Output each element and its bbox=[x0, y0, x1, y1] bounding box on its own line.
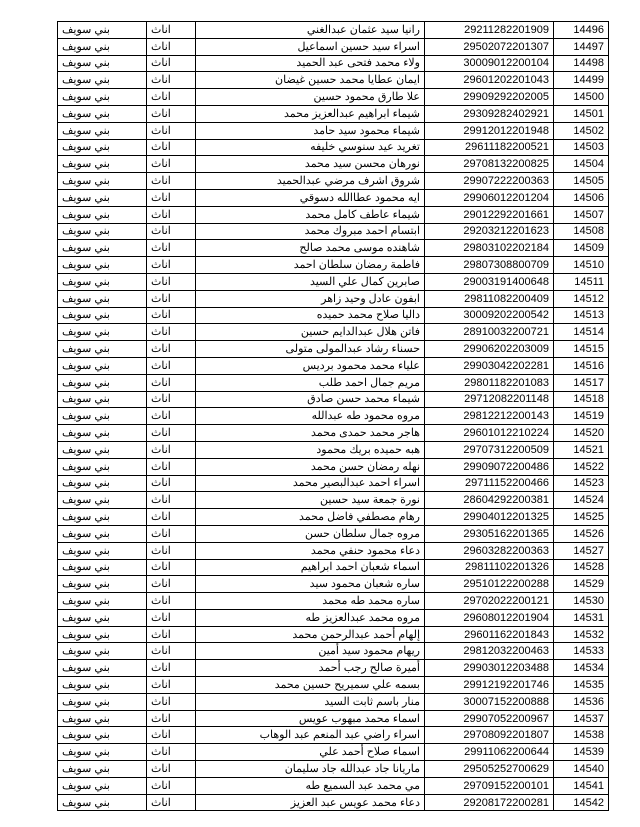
governorate-cell: بني سويف bbox=[58, 626, 147, 643]
table-row bbox=[58, 139, 609, 156]
national-id-cell: 29608012201904 bbox=[425, 609, 554, 626]
gender-cell: اناث bbox=[147, 626, 196, 643]
governorate-cell: بني سويف bbox=[58, 542, 147, 559]
gender-cell: اناث bbox=[147, 122, 196, 139]
gender-cell: اناث bbox=[147, 458, 196, 475]
table-row bbox=[58, 761, 609, 778]
national-id-cell: 29712082201148 bbox=[425, 391, 554, 408]
full-name-cell: شيماء محمد حسن صادق bbox=[196, 391, 425, 408]
table-row bbox=[58, 777, 609, 794]
gender-cell: اناث bbox=[147, 156, 196, 173]
full-name-cell: دعاء محمد عويس عبد العزيز bbox=[196, 794, 425, 811]
national-id-cell: 29909292202005 bbox=[425, 89, 554, 106]
gender-cell: اناث bbox=[147, 777, 196, 794]
full-name-cell: شيماء محمود سيد حامد bbox=[196, 122, 425, 139]
full-name-cell: دعاء محمود حنفي محمد bbox=[196, 542, 425, 559]
gender-cell: اناث bbox=[147, 710, 196, 727]
table-row bbox=[58, 475, 609, 492]
governorate-cell: بني سويف bbox=[58, 139, 147, 156]
national-id-cell: 29801182201083 bbox=[425, 374, 554, 391]
gender-cell: اناث bbox=[147, 206, 196, 223]
serial-number-cell: 14508 bbox=[554, 223, 609, 240]
serial-number-cell: 14501 bbox=[554, 105, 609, 122]
full-name-cell: فاطمة رمضان سلطان احمد bbox=[196, 257, 425, 274]
table-row bbox=[58, 693, 609, 710]
national-id-cell: 29603282200363 bbox=[425, 542, 554, 559]
governorate-cell: بني سويف bbox=[58, 391, 147, 408]
national-id-cell: 29711152200466 bbox=[425, 475, 554, 492]
gender-cell: اناث bbox=[147, 408, 196, 425]
full-name-cell: اسماء محمد مبهوب عويس bbox=[196, 710, 425, 727]
governorate-cell: بني سويف bbox=[58, 38, 147, 55]
governorate-cell: بني سويف bbox=[58, 290, 147, 307]
national-id-cell: 29911062200644 bbox=[425, 744, 554, 761]
gender-cell: اناث bbox=[147, 307, 196, 324]
governorate-cell: بني سويف bbox=[58, 660, 147, 677]
governorate-cell: بني سويف bbox=[58, 441, 147, 458]
table-row bbox=[58, 257, 609, 274]
serial-number-cell: 14534 bbox=[554, 660, 609, 677]
full-name-cell: ساره شعبان محمود سيد bbox=[196, 576, 425, 593]
serial-number-cell: 14524 bbox=[554, 492, 609, 509]
national-id-cell: 29601012210224 bbox=[425, 425, 554, 442]
national-id-cell: 29903012203488 bbox=[425, 660, 554, 677]
national-id-cell: 29208172200281 bbox=[425, 794, 554, 811]
table-row bbox=[58, 55, 609, 72]
national-id-cell: 28604292200381 bbox=[425, 492, 554, 509]
serial-number-cell: 14528 bbox=[554, 559, 609, 576]
national-id-cell: 29305162201365 bbox=[425, 525, 554, 542]
national-id-cell: 29601162201843 bbox=[425, 626, 554, 643]
serial-number-cell: 14523 bbox=[554, 475, 609, 492]
national-id-cell: 29510122200288 bbox=[425, 576, 554, 593]
serial-number-cell: 14538 bbox=[554, 727, 609, 744]
governorate-cell: بني سويف bbox=[58, 374, 147, 391]
national-id-cell: 29708132200825 bbox=[425, 156, 554, 173]
governorate-cell: بني سويف bbox=[58, 609, 147, 626]
gender-cell: اناث bbox=[147, 173, 196, 190]
governorate-cell: بني سويف bbox=[58, 408, 147, 425]
full-name-cell: هاجر محمد حمدى محمد bbox=[196, 425, 425, 442]
serial-number-cell: 14537 bbox=[554, 710, 609, 727]
national-id-cell: 29904012201325 bbox=[425, 509, 554, 526]
table-row bbox=[58, 22, 609, 39]
governorate-cell: بني سويف bbox=[58, 593, 147, 610]
full-name-cell: اسراء سيد حسين اسماعيل bbox=[196, 38, 425, 55]
serial-number-cell: 14510 bbox=[554, 257, 609, 274]
governorate-cell: بني سويف bbox=[58, 89, 147, 106]
governorate-cell: بني سويف bbox=[58, 492, 147, 509]
full-name-cell: شيماء ابراهيم عبدالعزيز محمد bbox=[196, 105, 425, 122]
full-name-cell: اسماء صلاح أحمد علي bbox=[196, 744, 425, 761]
table-row bbox=[58, 559, 609, 576]
gender-cell: اناث bbox=[147, 525, 196, 542]
governorate-cell: بني سويف bbox=[58, 173, 147, 190]
table-row bbox=[58, 677, 609, 694]
full-name-cell: ابتسام احمد مبروك محمد bbox=[196, 223, 425, 240]
gender-cell: اناث bbox=[147, 794, 196, 811]
serial-number-cell: 14522 bbox=[554, 458, 609, 475]
full-name-cell: اسراء احمد عبدالبصير محمد bbox=[196, 475, 425, 492]
full-name-cell: رانيا سيد عثمان عبدالغني bbox=[196, 22, 425, 39]
national-id-cell: 29909072200486 bbox=[425, 458, 554, 475]
gender-cell: اناث bbox=[147, 559, 196, 576]
gender-cell: اناث bbox=[147, 643, 196, 660]
serial-number-cell: 14500 bbox=[554, 89, 609, 106]
full-name-cell: ايه محمود عطاالله دسوقي bbox=[196, 189, 425, 206]
full-name-cell: اسراء راضي عبد المنعم عبد الوهاب bbox=[196, 727, 425, 744]
records-table-body bbox=[58, 22, 609, 811]
table-row bbox=[58, 357, 609, 374]
gender-cell: اناث bbox=[147, 341, 196, 358]
serial-number-cell: 14509 bbox=[554, 240, 609, 257]
serial-number-cell: 14512 bbox=[554, 290, 609, 307]
gender-cell: اناث bbox=[147, 374, 196, 391]
governorate-cell: بني سويف bbox=[58, 273, 147, 290]
table-row bbox=[58, 458, 609, 475]
governorate-cell: بني سويف bbox=[58, 223, 147, 240]
gender-cell: اناث bbox=[147, 55, 196, 72]
serial-number-cell: 14498 bbox=[554, 55, 609, 72]
full-name-cell: رهام مصطفي فاضل محمد bbox=[196, 509, 425, 526]
national-id-cell: 29012292201661 bbox=[425, 206, 554, 223]
governorate-cell: بني سويف bbox=[58, 677, 147, 694]
serial-number-cell: 14506 bbox=[554, 189, 609, 206]
gender-cell: اناث bbox=[147, 425, 196, 442]
full-name-cell: نورة جمعة سيد حسين bbox=[196, 492, 425, 509]
serial-number-cell: 14505 bbox=[554, 173, 609, 190]
governorate-cell: بني سويف bbox=[58, 727, 147, 744]
full-name-cell: داليا صلاح محمد حميده bbox=[196, 307, 425, 324]
table-row bbox=[58, 408, 609, 425]
governorate-cell: بني سويف bbox=[58, 357, 147, 374]
governorate-cell: بني سويف bbox=[58, 206, 147, 223]
full-name-cell: ريهام محمود سيد أمين bbox=[196, 643, 425, 660]
table-row bbox=[58, 492, 609, 509]
table-row bbox=[58, 425, 609, 442]
table-row bbox=[58, 626, 609, 643]
national-id-cell: 29309282402921 bbox=[425, 105, 554, 122]
gender-cell: اناث bbox=[147, 105, 196, 122]
governorate-cell: بني سويف bbox=[58, 72, 147, 89]
serial-number-cell: 14533 bbox=[554, 643, 609, 660]
serial-number-cell: 14521 bbox=[554, 441, 609, 458]
gender-cell: اناث bbox=[147, 609, 196, 626]
table-row bbox=[58, 105, 609, 122]
gender-cell: اناث bbox=[147, 189, 196, 206]
full-name-cell: مروه جمال سلطان حسن bbox=[196, 525, 425, 542]
full-name-cell: ساره محمد طه محمد bbox=[196, 593, 425, 610]
governorate-cell: بني سويف bbox=[58, 324, 147, 341]
table-row bbox=[58, 576, 609, 593]
national-id-cell: 29906012201204 bbox=[425, 189, 554, 206]
table-row bbox=[58, 173, 609, 190]
table-row bbox=[58, 307, 609, 324]
national-id-cell: 29906202203009 bbox=[425, 341, 554, 358]
governorate-cell: بني سويف bbox=[58, 509, 147, 526]
national-id-cell: 29707312200509 bbox=[425, 441, 554, 458]
full-name-cell: علا طارق محمود حسين bbox=[196, 89, 425, 106]
national-id-cell: 29803102202184 bbox=[425, 240, 554, 257]
full-name-cell: علياء محمد محمود برديس bbox=[196, 357, 425, 374]
table-row bbox=[58, 156, 609, 173]
gender-cell: اناث bbox=[147, 509, 196, 526]
national-id-cell: 29708092201807 bbox=[425, 727, 554, 744]
gender-cell: اناث bbox=[147, 72, 196, 89]
serial-number-cell: 14519 bbox=[554, 408, 609, 425]
national-id-cell: 29003191400648 bbox=[425, 273, 554, 290]
governorate-cell: بني سويف bbox=[58, 475, 147, 492]
national-id-cell: 29203212201623 bbox=[425, 223, 554, 240]
gender-cell: اناث bbox=[147, 38, 196, 55]
governorate-cell: بني سويف bbox=[58, 643, 147, 660]
gender-cell: اناث bbox=[147, 593, 196, 610]
serial-number-cell: 14530 bbox=[554, 593, 609, 610]
full-name-cell: بسمه علي سميريح حسين محمد bbox=[196, 677, 425, 694]
gender-cell: اناث bbox=[147, 357, 196, 374]
serial-number-cell: 14525 bbox=[554, 509, 609, 526]
table-row bbox=[58, 727, 609, 744]
national-id-cell: 29812212200143 bbox=[425, 408, 554, 425]
national-id-cell: 29903042202281 bbox=[425, 357, 554, 374]
governorate-cell: بني سويف bbox=[58, 257, 147, 274]
table-row bbox=[58, 38, 609, 55]
table-row bbox=[58, 609, 609, 626]
gender-cell: اناث bbox=[147, 22, 196, 39]
national-id-cell: 29807308800709 bbox=[425, 257, 554, 274]
national-id-cell: 29907222200363 bbox=[425, 173, 554, 190]
serial-number-cell: 14541 bbox=[554, 777, 609, 794]
gender-cell: اناث bbox=[147, 542, 196, 559]
serial-number-cell: 14535 bbox=[554, 677, 609, 694]
governorate-cell: بني سويف bbox=[58, 55, 147, 72]
full-name-cell: ابفون عادل وحيد زاهر bbox=[196, 290, 425, 307]
gender-cell: اناث bbox=[147, 761, 196, 778]
full-name-cell: مريم جمال احمد طلب bbox=[196, 374, 425, 391]
serial-number-cell: 14527 bbox=[554, 542, 609, 559]
full-name-cell: هبه حميده بريك محمود bbox=[196, 441, 425, 458]
governorate-cell: بني سويف bbox=[58, 425, 147, 442]
table-row bbox=[58, 643, 609, 660]
serial-number-cell: 14504 bbox=[554, 156, 609, 173]
table-row bbox=[58, 744, 609, 761]
serial-number-cell: 14529 bbox=[554, 576, 609, 593]
full-name-cell: مروه محمود طه عبدالله bbox=[196, 408, 425, 425]
table-row bbox=[58, 374, 609, 391]
national-id-cell: 29211282201909 bbox=[425, 22, 554, 39]
national-id-cell: 29912012201948 bbox=[425, 122, 554, 139]
governorate-cell: بني سويف bbox=[58, 458, 147, 475]
gender-cell: اناث bbox=[147, 660, 196, 677]
national-id-cell: 29601202201043 bbox=[425, 72, 554, 89]
table-row bbox=[58, 72, 609, 89]
gender-cell: اناث bbox=[147, 257, 196, 274]
serial-number-cell: 14515 bbox=[554, 341, 609, 358]
national-id-cell: 29702022200121 bbox=[425, 593, 554, 610]
serial-number-cell: 14526 bbox=[554, 525, 609, 542]
full-name-cell: حسناء رشاد عبدالمولى متولى bbox=[196, 341, 425, 358]
serial-number-cell: 14513 bbox=[554, 307, 609, 324]
table-row bbox=[58, 341, 609, 358]
full-name-cell: مي محمد عبد السميع طه bbox=[196, 777, 425, 794]
table-row bbox=[58, 509, 609, 526]
gender-cell: اناث bbox=[147, 391, 196, 408]
table-row bbox=[58, 794, 609, 811]
gender-cell: اناث bbox=[147, 744, 196, 761]
serial-number-cell: 14511 bbox=[554, 273, 609, 290]
serial-number-cell: 14514 bbox=[554, 324, 609, 341]
governorate-cell: بني سويف bbox=[58, 710, 147, 727]
full-name-cell: نورهان محسن سيد محمد bbox=[196, 156, 425, 173]
full-name-cell: ولاء محمد فتحى عبد الحميد bbox=[196, 55, 425, 72]
serial-number-cell: 14503 bbox=[554, 139, 609, 156]
full-name-cell: صابرين كمال علي السيد bbox=[196, 273, 425, 290]
governorate-cell: بني سويف bbox=[58, 122, 147, 139]
governorate-cell: بني سويف bbox=[58, 341, 147, 358]
table-row bbox=[58, 542, 609, 559]
serial-number-cell: 14518 bbox=[554, 391, 609, 408]
national-id-cell: 28910032200721 bbox=[425, 324, 554, 341]
national-id-cell: 29709152200101 bbox=[425, 777, 554, 794]
governorate-cell: بني سويف bbox=[58, 307, 147, 324]
serial-number-cell: 14532 bbox=[554, 626, 609, 643]
table-row bbox=[58, 189, 609, 206]
governorate-cell: بني سويف bbox=[58, 525, 147, 542]
full-name-cell: شيماء عاطف كامل محمد bbox=[196, 206, 425, 223]
national-id-cell: 29811082200409 bbox=[425, 290, 554, 307]
gender-cell: اناث bbox=[147, 290, 196, 307]
gender-cell: اناث bbox=[147, 139, 196, 156]
gender-cell: اناث bbox=[147, 89, 196, 106]
table-row bbox=[58, 290, 609, 307]
serial-number-cell: 14531 bbox=[554, 609, 609, 626]
table-row bbox=[58, 441, 609, 458]
serial-number-cell: 14499 bbox=[554, 72, 609, 89]
serial-number-cell: 14497 bbox=[554, 38, 609, 55]
gender-cell: اناث bbox=[147, 223, 196, 240]
serial-number-cell: 14540 bbox=[554, 761, 609, 778]
gender-cell: اناث bbox=[147, 677, 196, 694]
full-name-cell: فاتن هلال عبدالدايم حسين bbox=[196, 324, 425, 341]
gender-cell: اناث bbox=[147, 492, 196, 509]
full-name-cell: شاهنده موسى محمد صالح bbox=[196, 240, 425, 257]
gender-cell: اناث bbox=[147, 324, 196, 341]
table-row bbox=[58, 324, 609, 341]
national-id-cell: 29505252700629 bbox=[425, 761, 554, 778]
governorate-cell: بني سويف bbox=[58, 559, 147, 576]
national-id-cell: 29907052200967 bbox=[425, 710, 554, 727]
gender-cell: اناث bbox=[147, 475, 196, 492]
serial-number-cell: 14517 bbox=[554, 374, 609, 391]
governorate-cell: بني سويف bbox=[58, 777, 147, 794]
serial-number-cell: 14539 bbox=[554, 744, 609, 761]
full-name-cell: أميرة صالح رجب أحمد bbox=[196, 660, 425, 677]
table-row bbox=[58, 206, 609, 223]
governorate-cell: بني سويف bbox=[58, 761, 147, 778]
national-id-cell: 29812032200463 bbox=[425, 643, 554, 660]
national-id-cell: 30007152200888 bbox=[425, 693, 554, 710]
full-name-cell: اسماء شعبان احمد ابراهيم bbox=[196, 559, 425, 576]
governorate-cell: بني سويف bbox=[58, 189, 147, 206]
serial-number-cell: 14502 bbox=[554, 122, 609, 139]
table-row bbox=[58, 391, 609, 408]
full-name-cell: نهله رمضان حسن محمد bbox=[196, 458, 425, 475]
full-name-cell: ايمان عطايا محمد حسين غيضان bbox=[196, 72, 425, 89]
gender-cell: اناث bbox=[147, 273, 196, 290]
governorate-cell: بني سويف bbox=[58, 105, 147, 122]
gender-cell: اناث bbox=[147, 240, 196, 257]
table-row bbox=[58, 223, 609, 240]
full-name-cell: منار باسم ثابت السيد bbox=[196, 693, 425, 710]
national-id-cell: 30009012200104 bbox=[425, 55, 554, 72]
serial-number-cell: 14520 bbox=[554, 425, 609, 442]
gender-cell: اناث bbox=[147, 727, 196, 744]
table-row bbox=[58, 525, 609, 542]
full-name-cell: مروه محمد عبدالعزيز طه bbox=[196, 609, 425, 626]
national-id-cell: 29502072201307 bbox=[425, 38, 554, 55]
gender-cell: اناث bbox=[147, 576, 196, 593]
full-name-cell: ماريانا جاد عبدالله جاد سليمان bbox=[196, 761, 425, 778]
gender-cell: اناث bbox=[147, 441, 196, 458]
table-row bbox=[58, 593, 609, 610]
full-name-cell: شروق اشرف مرضي عبدالحميد bbox=[196, 173, 425, 190]
gender-cell: اناث bbox=[147, 693, 196, 710]
governorate-cell: بني سويف bbox=[58, 240, 147, 257]
governorate-cell: بني سويف bbox=[58, 576, 147, 593]
national-id-cell: 29912192201746 bbox=[425, 677, 554, 694]
national-id-cell: 30009202200542 bbox=[425, 307, 554, 324]
serial-number-cell: 14507 bbox=[554, 206, 609, 223]
full-name-cell: تغريد عيد سنوسي خليفه bbox=[196, 139, 425, 156]
serial-number-cell: 14536 bbox=[554, 693, 609, 710]
serial-number-cell: 14516 bbox=[554, 357, 609, 374]
governorate-cell: بني سويف bbox=[58, 22, 147, 39]
national-id-cell: 29811102201326 bbox=[425, 559, 554, 576]
table-row bbox=[58, 89, 609, 106]
governorate-cell: بني سويف bbox=[58, 156, 147, 173]
governorate-cell: بني سويف bbox=[58, 744, 147, 761]
serial-number-cell: 14496 bbox=[554, 22, 609, 39]
table-row bbox=[58, 660, 609, 677]
national-id-cell: 29611182200521 bbox=[425, 139, 554, 156]
table-row bbox=[58, 122, 609, 139]
full-name-cell: إلهام أحمد عبدالرحمن محمد bbox=[196, 626, 425, 643]
governorate-cell: بني سويف bbox=[58, 794, 147, 811]
serial-number-cell: 14542 bbox=[554, 794, 609, 811]
table-row bbox=[58, 240, 609, 257]
table-row bbox=[58, 710, 609, 727]
governorate-cell: بني سويف bbox=[58, 693, 147, 710]
records-table bbox=[57, 21, 609, 811]
table-row bbox=[58, 273, 609, 290]
